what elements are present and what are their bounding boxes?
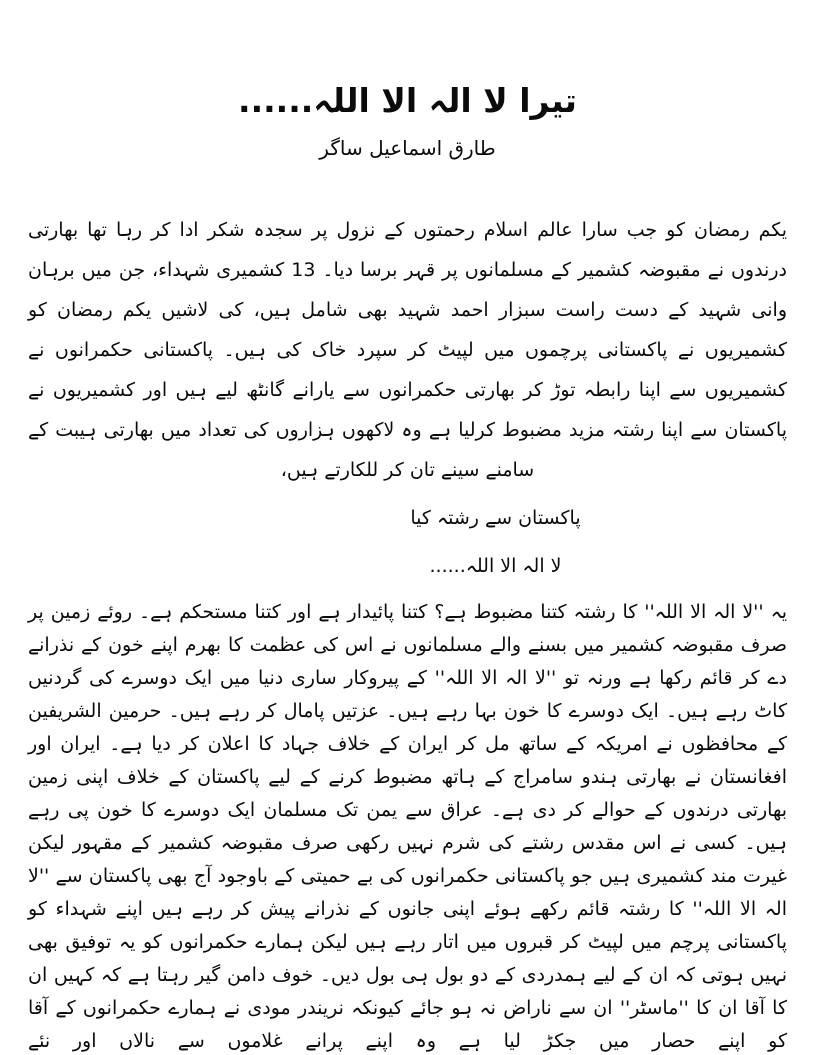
author-name: طارق اسماعیل ساگر bbox=[319, 135, 496, 160]
paragraph-2: یہ ''لا الہ الا اللہ'' کا رشتہ کتنا مضبوط ہے؟ کتنا پائیدار ہے اور کتنا مستحکم ہے۔ روئے زمین پر صرف مقبوضہ کشمیر میں بسنے والے مسلمانوں نے اس کی عظمت کا بھرم اپنے خون کے نذرانے دے کر قائم رکھا ہے ورنہ تو ''لا الہ الا اللہ'' کے پیروکار ساری دنیا میں ایک دوسرے کی گردنیں کاٹ رہے ہیں۔ ایک دوسرے کا خون بہا رہے ہیں۔ عزتیں پامال کر رہے ہیں۔ حرمین الشریفین کے محافظوں نے امریکہ کے ساتھ مل کر ایران کے خلاف جہاد کا اعلان کر دیا ہے۔ ایران اور افغانستان نے بھارتی ہندو سامراج کے ہاتھ مضبوط کرنے کے لیے پاکستان کے خلاف اپنی زمین بھارتی درندوں کے حوالے کر دی ہے۔ عراق سے یمن تک مسلمان ایک دوسرے کا خون پی رہے ہیں۔ کسی نے اس مقدس رشتے کی شرم نہیں رکھی صرف مقبوضہ کشمیر کے مقہور لیکن غیرت مند کشمیری ہیں جو پاکستانی حکمرانوں کی بے حمیتی کے باوجود آج بھی پاکستان سے ''لا الہ الا اللہ'' کا رشتہ قائم رکھے ہوئے اپنی جانوں کے نذرانے پیش کر رہے ہیں اپنے شہداء کو پاکستانی پرچم میں لپیٹ کر قبروں میں اتار رہے ہیں لیکن ہمارے حکمرانوں کو یہ توفیق بھی نہیں ہوتی کہ ان کے لیے ہمدردی کے دو بول ہی بول دیں۔ خوف دامن گیر رہتا ہے کہ کہیں ان کا آقا ان کا ''ماسٹر'' ان سے ناراض نہ ہو جائے کیونکہ نریندر مودی نے ہمارے حکمرانوں کے آقا کو اپنے حصار میں جکڑ لیا ہے وہ اپنے پرانے غلاموں سے نالاں اور نئے bbox=[28, 600, 788, 1052]
verse-line-1: پاکستان سے رشتہ کیا bbox=[410, 506, 581, 529]
document-title: تیرا لا الہ الا اللہ...... bbox=[238, 81, 577, 120]
paragraph-1: یکم رمضان کو جب سارا عالم اسلام رحمتوں کے نزول پر سجدہ شکر ادا کر رہا تھا بھارتی درندوں نے مقبوضہ کشمیر کے مسلمانوں پر قہر برسا دیا۔ 13 کشمیری شہداء، جن میں برہان وانی شہید کے دست راست سبزار احمد شہید بھی شامل ہیں، کی لاشیں یکم رمضان کو کشمیریوں نے پاکستانی پرچموں میں لپیٹ کر سپرد خاک کی ہیں۔ پاکستانی حکمرانوں نے کشمیریوں سے اپنا رابطہ توڑ کر بھارتی حکمرانوں سے یارانے گانٹھ لیے ہیں اور کشمیریوں نے پاکستان سے اپنا رشتہ مزید مضبوط کرلیا ہے وہ لاکھوں ہزاروں کی تعداد میں بھارتی ہیبت کے سامنے سینے تان کر للکارتے ہیں، bbox=[28, 218, 787, 481]
verse-line-2: لا الہ الا اللہ...... bbox=[429, 554, 562, 577]
